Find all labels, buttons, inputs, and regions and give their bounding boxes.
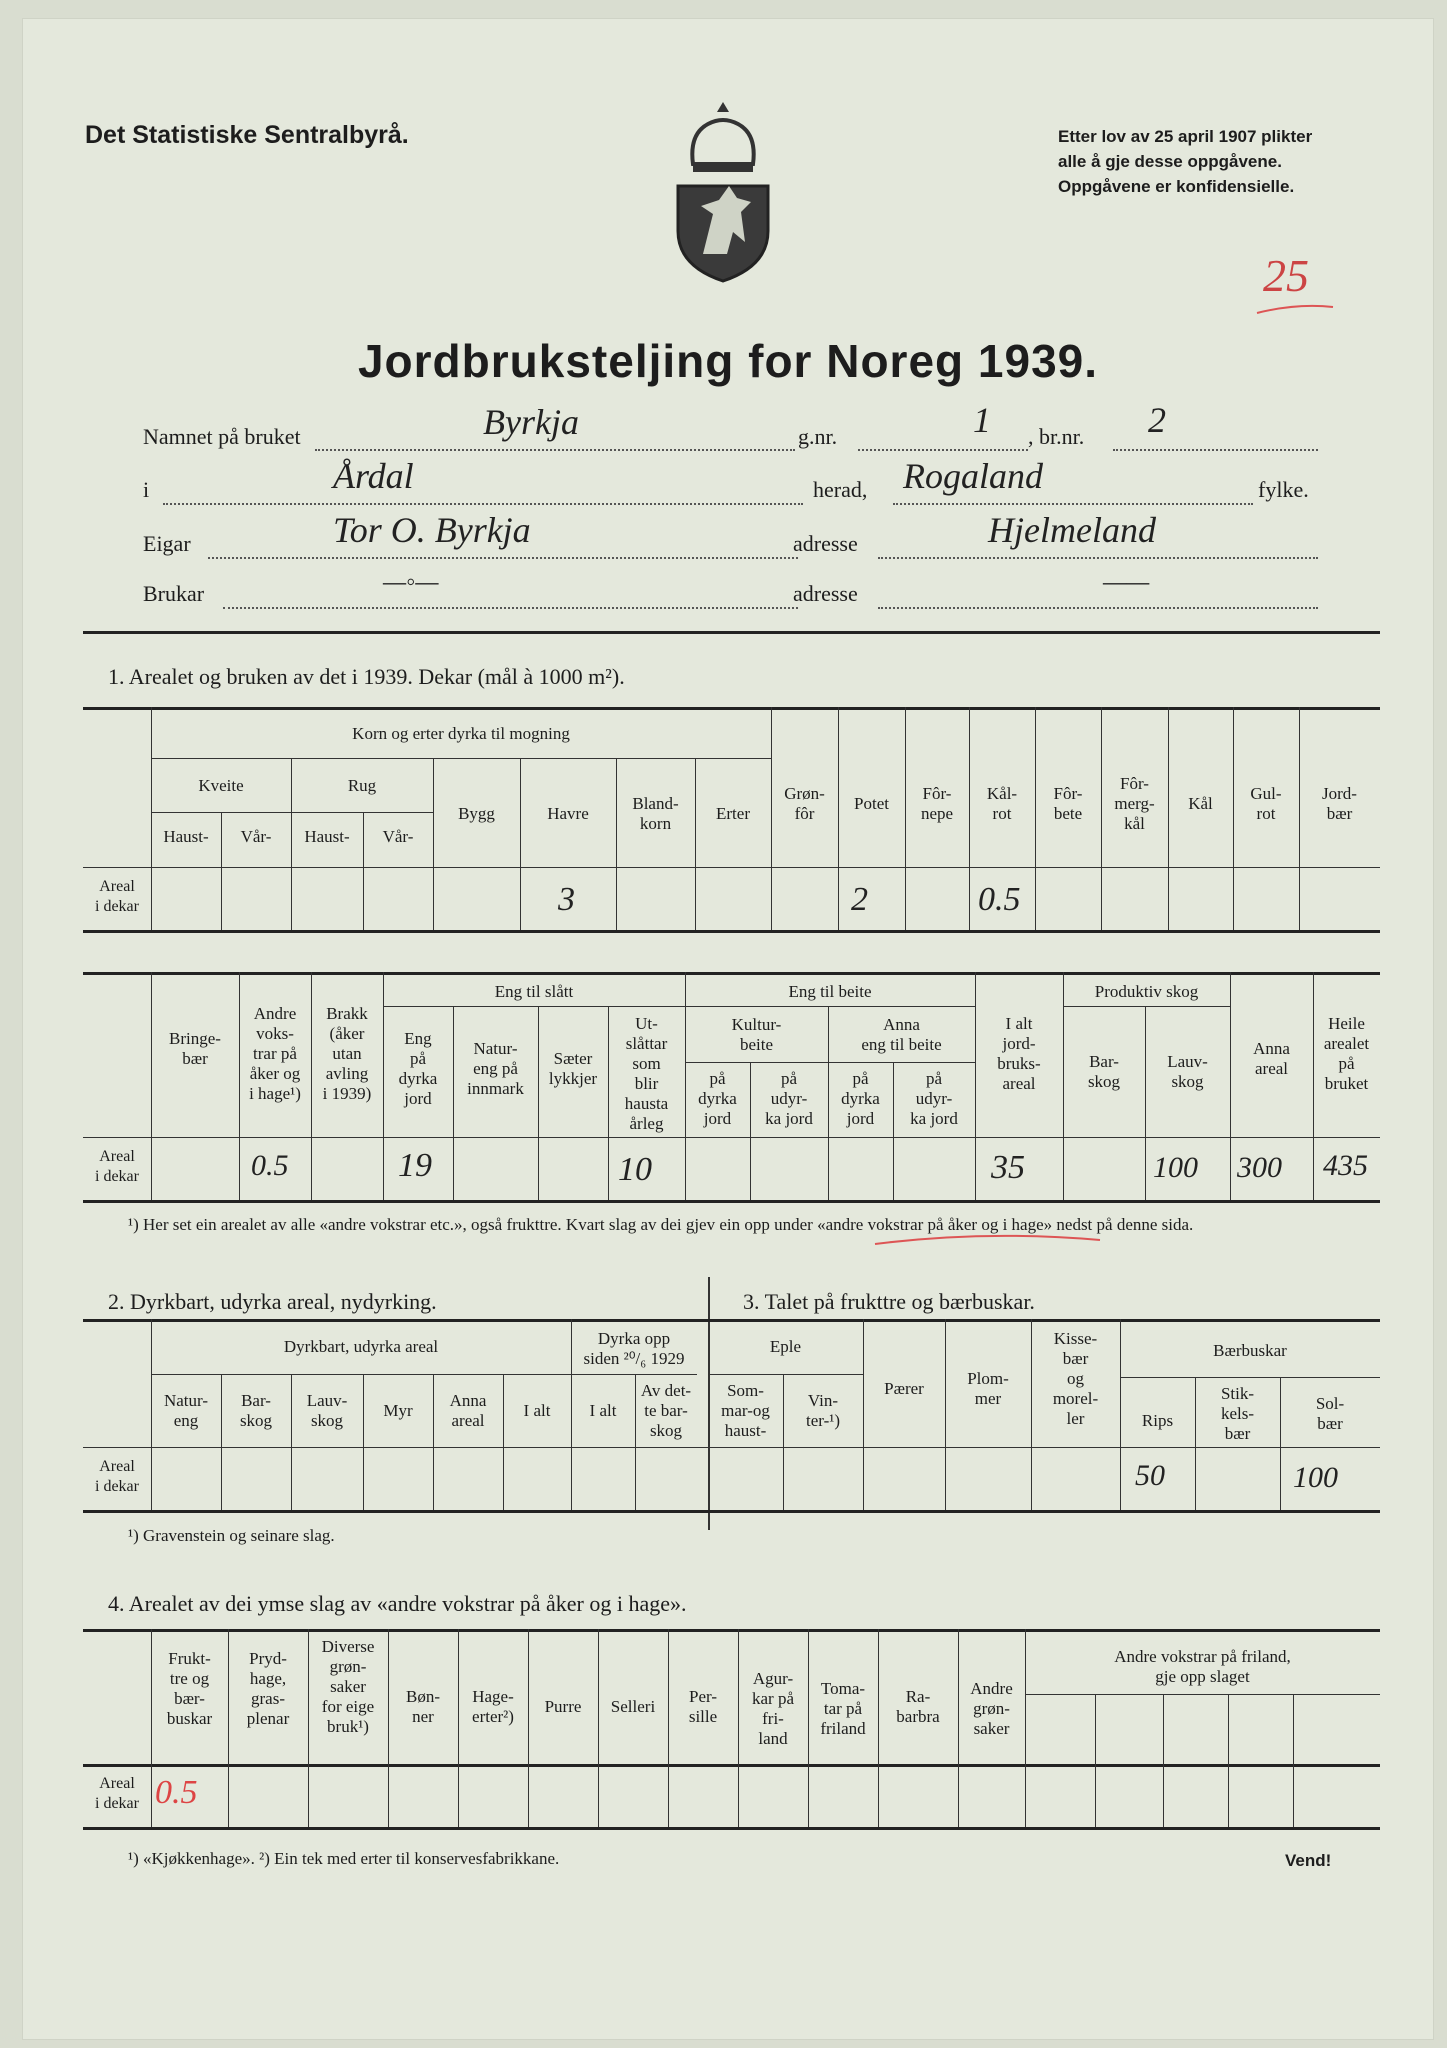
value-anna-areal[interactable]: 300: [1237, 1151, 1282, 1184]
owner-address-value[interactable]: Hjelmeland: [988, 510, 1156, 550]
brnr-value[interactable]: 2: [1148, 400, 1166, 440]
section2-title: 2. Dyrkbart, udyrka areal, nydyrking.: [108, 1289, 437, 1314]
value-utslattar[interactable]: 10: [618, 1151, 652, 1188]
value-lauvskog[interactable]: 100: [1153, 1151, 1198, 1184]
value-havre[interactable]: 3: [558, 881, 575, 918]
value-solbaer[interactable]: 100: [1293, 1461, 1338, 1494]
value-andre[interactable]: 0.5: [251, 1149, 289, 1182]
footnote-section3: ¹) Gravenstein og seinare slag.: [128, 1526, 335, 1545]
brnr-label: , br.nr.: [1028, 424, 1085, 449]
value-potet[interactable]: 2: [851, 881, 868, 918]
coat-of-arms-icon: [668, 94, 778, 284]
user-value[interactable]: —◦—: [383, 567, 439, 596]
owner-label: Eigar: [143, 531, 191, 556]
section1-title: 1. Arealet og bruken av det i 1939. Dekar (mål à 1000 m²).: [108, 664, 625, 689]
owner-address-label: adresse: [793, 531, 858, 556]
value-i-alt[interactable]: 35: [991, 1149, 1025, 1186]
gnr-value[interactable]: 1: [973, 400, 991, 440]
census-form-page: Det Statistiske Sentralbyrå. Etter lov av 25 april 1907 plikter alle å gje desse oppgåvene. Oppgåvene er konfidensielle. 25 Jordbruksteljing for Noreg 1939. Namnet på bruket Byrkja g.nr. 1 , br.nr. 2 i Årdal herad, Rogaland fylke. Eigar Tor O. Byrkja adresse Hjelmeland Brukar —◦— adresse —— 1. Arealet og bruken av det i 1939. Dekar (mål à 1000 m²). Korn og erter dyrka til mogning Kveite Rug Haust- Vår- Haust- Vår- Bygg Havre Bland- korn Erter Grøn- fôr Potet Fôr- nepe Kål- rot Fôr- bete Fôr- merg- kål Kål Gul- rot Jord- bær Areal i dekar 3 2 0.5 Bringe- bær Andre voks- trar på åker og i hage¹) Brakk (åker utan avling i 1939) Eng til slått Eng på dyrka jord Natur- eng på innmark Sæter lykkjer Ut- slåttar som blir hausta årleg Eng til beite Kultur- beite Anna eng til beite på dyrka jord på udyr- ka jord på dyrka jord på udyr- ka jord I alt jord- bruks- areal Produktiv skog Bar- skog Lauv- skog Anna areal Heile arealet på bruket Areal i dekar 0.5 19 10 35 100 300 435 ¹) Her set ein arealet av alle «andre vokstrar etc.», også frukttre. Kvart slag av dei gjev ein opp under «andre vokstrar på åker og i hage» nedst på denne sida. 2. Dyrkbart, udyrka areal, nydyrking. 3. Talet på frukttre og bærbuskar. Dyrkbart, udyrka areal Natur- eng Bar- skog Lauv- skog Myr Anna areal I alt Dyrka opp siden ²⁰/₆ 1929 I alt Av det- te bar- skog Eple Som- mar-og haust- Vin- ter-¹) Pærer Plom- mer Kisse- bær og morel- ler Bærbuskar Rips Stik- kels- bær Sol- bær Areal i dekar 50 100 ¹) Gravenstein og seinare slag. 4. Arealet av dei ymse slag av «andre vokstrar på åker og i hage». Frukt- tre og bær- buskar Pryd- hage, gras- plenar Diverse grøn- saker for eige bruk¹) Bøn- ner Hage- erter²) Purre Selleri Per- sille Agur- kar på fri- land Toma- tar på friland Ra- barbra Andre grøn- saker Andre vokstrar på friland, gje opp slaget Areal i dekar 0.5 ¹) «Kjøkkenhage». ²) Ein tek med erter til konservesfabrikkane. Vend!: [22, 18, 1434, 2040]
form-title: Jordbruksteljing for Noreg 1939.: [357, 335, 1099, 387]
county-value[interactable]: Rogaland: [903, 456, 1043, 496]
value-eng-dyrka[interactable]: 19: [398, 1147, 432, 1184]
header-rug: Rug: [347, 776, 377, 795]
header-korn: Korn og erter dyrka til mogning: [352, 724, 570, 743]
section3-title: 3. Talet på frukttre og bærbuskar.: [743, 1289, 1035, 1314]
row-label: Areal i dekar: [95, 878, 139, 915]
page-number: 25: [1263, 250, 1309, 301]
user-label: Brukar: [143, 581, 205, 606]
user-address-label: adresse: [793, 581, 858, 606]
footnote-section1: ¹) Her set ein arealet av alle «andre vokstrar etc.», også frukttre. Kvart slag av dei gjev ein opp under «andre vokstrar på åker og i hage» nedst på denne sida.: [128, 1215, 1194, 1234]
value-rips[interactable]: 50: [1135, 1459, 1165, 1492]
footnote-section4: ¹) «Kjøkkenhage». ²) Ein tek med erter til konservesfabrikkane.: [128, 1849, 560, 1868]
value-kalrot[interactable]: 0.5: [978, 881, 1021, 918]
county-label: fylke.: [1258, 477, 1309, 502]
turn-over-note: Vend!: [1285, 1851, 1332, 1870]
section4-title: 4. Arealet av dei ymse slag av «andre vokstrar på åker og i hage».: [108, 1591, 687, 1616]
owner-value[interactable]: Tor O. Byrkja: [333, 510, 531, 550]
user-address-value[interactable]: ——: [1103, 567, 1150, 596]
agency-name: Det Statistiske Sentralbyrå.: [85, 121, 409, 149]
header-kveite: Kveite: [198, 776, 244, 795]
municipality-label: herad,: [813, 477, 868, 502]
farm-name-value[interactable]: Byrkja: [483, 402, 579, 442]
value-frukt[interactable]: 0.5: [155, 1774, 198, 1811]
legal-notice: Etter lov av 25 april 1907 plikter alle å gje desse oppgåvene. Oppgåvene er konfidensielle.: [1058, 127, 1313, 196]
red-underline: [1255, 303, 1335, 317]
red-mark: [873, 1234, 1103, 1248]
gnr-label: g.nr.: [798, 424, 838, 449]
farm-name-label: Namnet på bruket: [143, 424, 301, 449]
municipality-prefix: i: [143, 477, 150, 502]
value-heile[interactable]: 435: [1323, 1149, 1368, 1182]
municipality-value[interactable]: Årdal: [333, 456, 414, 496]
